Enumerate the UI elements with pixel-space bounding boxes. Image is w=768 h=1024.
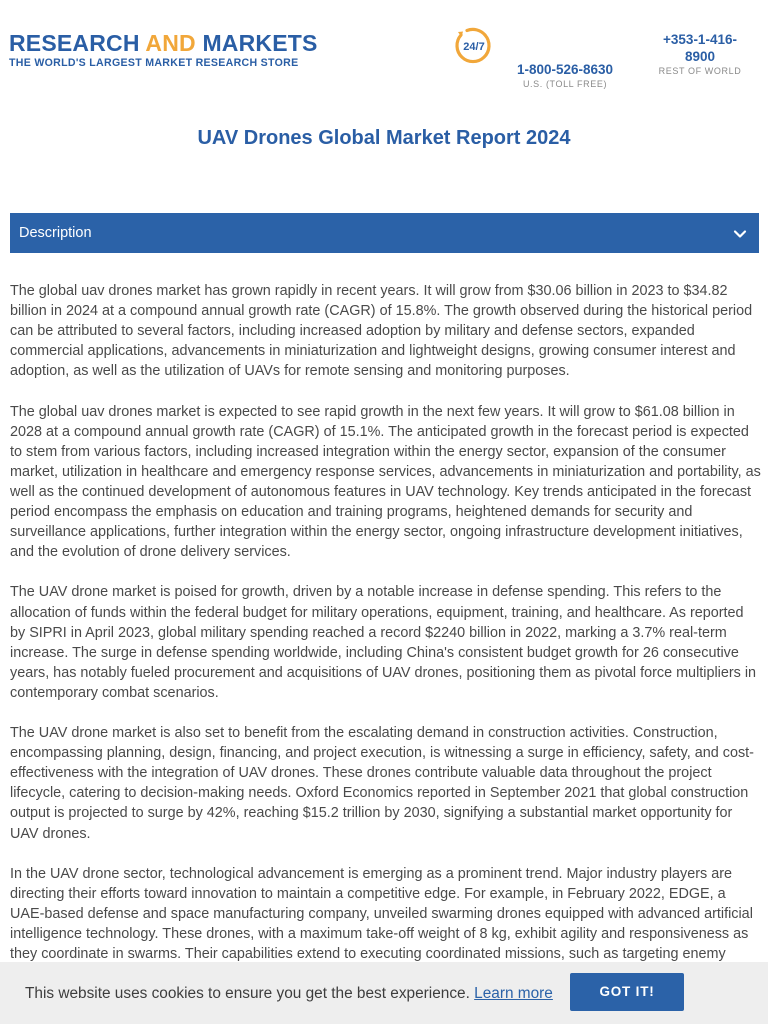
logo-wordmark: [9, 30, 319, 56]
support-247-icon: [453, 27, 493, 65]
badge-247-text: 24/7: [463, 41, 485, 53]
intl-phone-line1: +353-1-416-: [663, 32, 737, 47]
description-accordion-header[interactable]: [10, 213, 759, 253]
description-paragraph: The global uav drones market has grown rapidly in recent years. It will grow from $30.06 billion in 2023 to $34.82 billion in 2024 at a compound annual growth rate (CAGR) of 15.8%. The growth observed during the historical period can be attributed to several factors, including increased adoption by military and defense sectors, expanded commercial applications, advancements in miniaturization and lightweight designs, growing consumer interest and adoption, as well as the utilization of UAVs for remote sensing and monitoring purposes.: [10, 283, 753, 380]
intl-phone-caption: REST OF WORLD: [658, 66, 742, 76]
description-paragraph: The UAV drone market is poised for growth, driven by a notable increase in defense spending. This refers to the allocation of funds within the federal budget for military operations, equipment, training, and healthcare. As reported by SIPRI in April 2023, global military spending reached a record $2240 billion in 2022, marking a 3.7% real-term increase. The surge in defense spending worldwide, including China's consistent budget growth for 26 consecutive years, has notably fueled procurement and acquisitions of UAV drones, positioning them as pivotal force multipliers in contemporary combat scenarios.: [10, 584, 757, 701]
description-paragraph: The global uav drones market is expected to see rapid growth in the next few years. It will grow to $61.08 billion in 2028 at a compound annual growth rate (CAGR) of 15.1%. The anticipated growth in the forecast period is expected to stem from various factors, including increased integration within the energy sector, expansion of the consumer market, utilization in healthcare and emergency response services, advancements in miniaturization and portability, as well as the continued development of autonomous features in UAV technology. Key trends anticipated in the forecast period encompass the emphasis on education and training programs, heightened demands for security and surveillance applications, further integration within the energy sector, ongoing infrastructure development initiatives, and the evolution of drone delivery services.: [10, 403, 761, 561]
intl-phone-block: [640, 31, 760, 77]
site-logo[interactable]: [9, 30, 319, 69]
intl-phone-line2: 8900: [684, 49, 716, 64]
page-title: UAV Drones Global Market Report 2024: [197, 127, 571, 149]
site-header: [0, 0, 768, 100]
logo-text-research: RESEARCH: [9, 30, 146, 56]
learn-more-link[interactable]: Learn more: [474, 985, 553, 1002]
cookie-message-text: This website uses cookies to ensure you get the best experience.: [25, 985, 470, 1002]
logo-text-markets: MARKETS: [195, 30, 318, 56]
us-phone-block: [500, 61, 630, 90]
description-paragraph: The UAV drone market is also set to benefit from the escalating demand in construction activities. Construction, encompassing planning, design, financing, and project execution, is witnessing a surge in efficiency, safety, and cost-effectiveness with the integration of UAV drones. These drones contribute valuable data throughout the project lifecycle, catering to decision-making needs. Oxford Economics reported in September 2021 that global construction output is projected to surge by 42%, reaching $15.2 trillion by 2030, signifying a substantial market opportunity for UAV drones.: [10, 725, 754, 842]
chevron-down-icon: [733, 227, 747, 241]
description-paragraph: In the UAV drone sector, technological advancement is emerging as a prominent trend. Major industry players are directing their efforts toward innovation to maintain a competitive edge. For example, in February 2022, EDGE, a UAE-based defense and space manufacturing company, unveiled swarming drones equipped with advanced artificial intelligence technology. These drones, with a maximum take-off weight of 8 kg, exhibit agility and responsiveness as they coordinate in swarms. Their capabilities extend to executing coordinated missions, such as targeting enemy: [10, 865, 753, 963]
logo-text-and: AND: [145, 30, 196, 56]
description-body: [10, 281, 762, 984]
us-phone-number[interactable]: 1-800-526-8630: [516, 62, 614, 77]
intl-phone-number[interactable]: [640, 31, 760, 65]
us-phone-caption: U.S. (TOLL FREE): [522, 79, 608, 89]
accept-cookies-button[interactable]: GOT IT!: [570, 973, 684, 1011]
cookie-message: [25, 984, 553, 1004]
logo-tagline: THE WORLD'S LARGEST MARKET RESEARCH STORE: [9, 57, 299, 69]
cookie-banner: [0, 962, 768, 1024]
description-tab-label: Description: [19, 225, 92, 241]
